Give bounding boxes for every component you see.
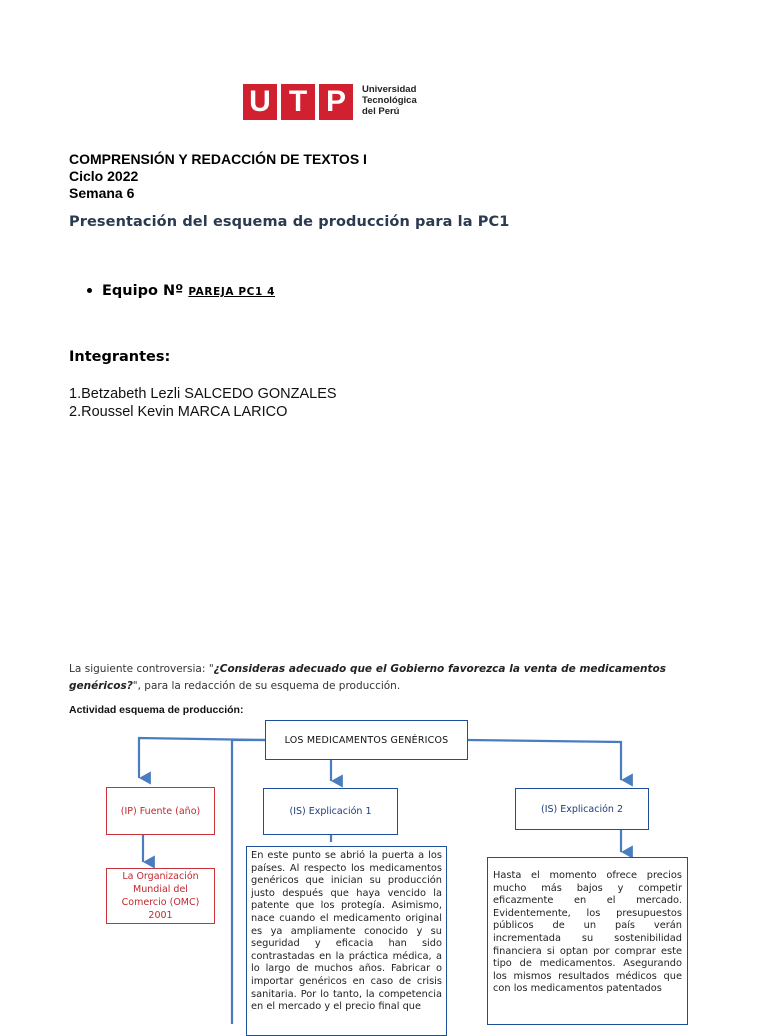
- document-subtitle: Presentación del esquema de producción para la PC1: [69, 214, 510, 230]
- logo-letter-t: T: [281, 84, 315, 120]
- members-heading: Integrantes:: [69, 349, 171, 365]
- diagram-root-node: LOS MEDICAMENTOS GENÉRICOS: [265, 720, 468, 760]
- logo-line-3: del Perú: [362, 106, 400, 117]
- controversy-question: ¿Consideras adecuado que el Gobierno favorezca la venta de medicamentos genéricos?: [69, 663, 666, 692]
- activity-bold: Actividad: [69, 704, 117, 716]
- connector-root-to-is2: [468, 740, 621, 780]
- intro-after: ", para la redacción de su esquema de producción.: [132, 680, 401, 692]
- member-2: 2.Roussel Kevin MARCA LARICO: [69, 404, 288, 420]
- course-title: COMPRENSIÓN Y REDACCIÓN DE TEXTOS I: [69, 151, 367, 167]
- logo-letter-u: U: [243, 84, 277, 120]
- member-1: 1.Betzabeth Lezli SALCEDO GONZALES: [69, 386, 337, 402]
- cycle-label: Ciclo 2022: [69, 168, 139, 184]
- diagram-is1-node: (IS) Explicación 1: [263, 788, 398, 835]
- diagram-explanation-2: Hasta el momento ofrece precios mucho más bajos y competir eficazmente en el mercado. Evidentemente, los presupuestos públicos de un país verán incrementada su sostenibilidad financiera si optan por comprar este tipo de medicamentos. Asegurando los mismos resultados médicos que con los medicamentos patentados: [487, 857, 688, 1025]
- week-label: Semana 6: [69, 185, 135, 201]
- logo-line-2: Tecnológica: [362, 95, 417, 106]
- diagram-ip-node: (IP) Fuente (año): [106, 787, 215, 835]
- activity-rest: esquema de producción: [116, 704, 240, 716]
- diagram-explanation-1: En este punto se abrió la puerta a los países. Al respecto los medicamentos genéricos que inician su producción justo después que haya vencido la patente que los protegía. Asimismo, nace cuando el medicamento original es ya ampliamente conocido y su seguridad y eficacia han sido contrastadas en la práctica médica, a lo largo de muchos años. Fabricar o importar genéricos en caso de crisis sanitaria. Por lo tanto, la competencia en el mercado y el precio final que: [246, 846, 447, 1036]
- intro-before: La siguiente controversia: ": [69, 663, 214, 675]
- logo-line-1: Universidad: [362, 84, 417, 95]
- logo-letter-p: P: [319, 84, 353, 120]
- team-code: PAREJA PC1 4: [188, 286, 276, 298]
- connector-root-to-ip: [139, 738, 265, 778]
- diagram-is2-node: (IS) Explicación 2: [515, 788, 649, 830]
- diagram-source-node: La Organización Mundial del Comercio (OMC) 2001: [106, 868, 215, 924]
- team-label: Equipo Nº: [102, 283, 184, 299]
- activity-colon: :: [239, 704, 244, 716]
